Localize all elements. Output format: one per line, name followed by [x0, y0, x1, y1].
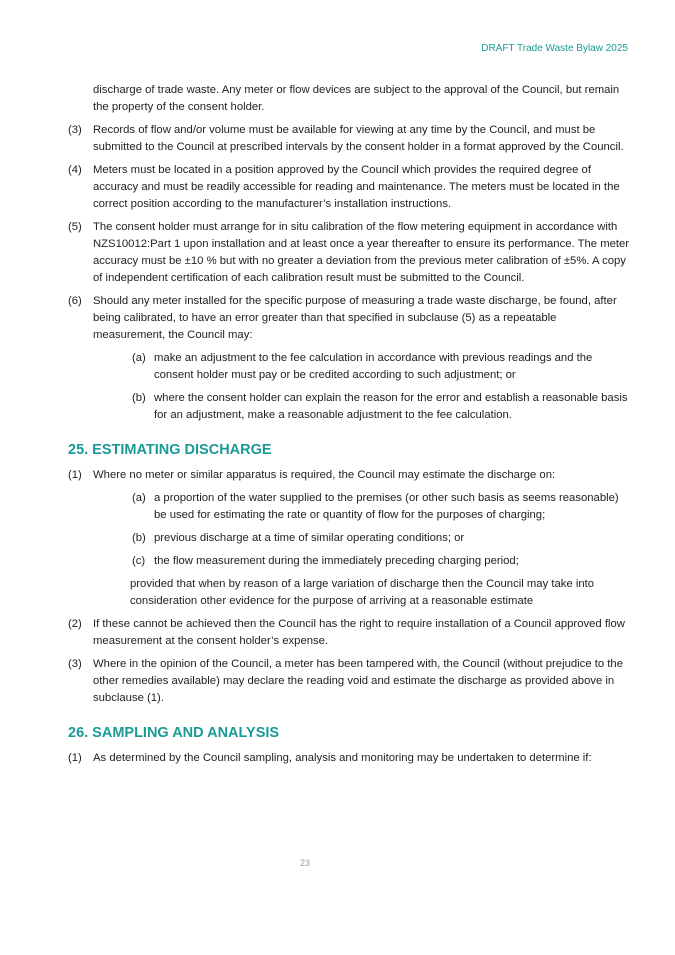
sub-item-letter: (a) [132, 352, 146, 364]
item-number: (1) [68, 469, 82, 481]
item-number: (1) [68, 752, 82, 764]
sub-item-text: the flow measurement during the immediately preceding charging period; [154, 555, 519, 567]
item-text: Where no meter or similar apparatus is required, the Council may estimate the discharge on: [93, 469, 556, 481]
item-number: (2) [68, 618, 82, 630]
clause-item [68, 219, 630, 287]
section-heading: 25. ESTIMATING DISCHARGE [68, 442, 272, 458]
sub-item [132, 350, 630, 384]
sub-item-text: a proportion of the water supplied to the premises (or other such basis as seems reasonable) be used for estimating the rate or quantity of flow for the purposes of charging; [154, 492, 619, 521]
item-text: Meters must be located in a position approved by the Council which provides the required degree of accuracy and must be readily accessible for reading and maintenance. The meters must be located in the correct position according to the manufacturer’s installation instructions. [93, 164, 620, 210]
sub-item [132, 530, 630, 547]
sub-item [132, 390, 630, 424]
section-heading: 26. SAMPLING AND ANALYSIS [68, 725, 280, 741]
clause-item [68, 162, 630, 213]
sub-item-letter: (c) [132, 555, 146, 567]
clause-item [68, 293, 630, 344]
sub-item-text: where the consent holder can explain the reason for the error and establish a reasonable basis for an adjustment, make a reasonable adjustment to the fee calculation. [154, 392, 628, 421]
clause-item [68, 750, 630, 767]
page-content [68, 82, 630, 773]
item-text: Where in the opinion of the Council, a meter has been tampered with, the Council (without prejudice to the other remedies available) may declare the reading void and estimate the discharge as provided above in subclause (1). [93, 658, 623, 704]
item-text: Should any meter installed for the specific purpose of measuring a trade waste discharge, be found, after being calibrated, to have an error greater than that specified in subclause (5) as a repeatable measurement, the Council may: [93, 295, 617, 341]
item-number: (3) [68, 124, 82, 136]
sub-item-letter: (a) [132, 492, 146, 504]
sub-item-text: make an adjustment to the fee calculation in accordance with previous readings and the consent holder must pay or be credited according to such adjustment; or [154, 352, 593, 381]
item-number: (4) [68, 164, 82, 176]
item-number: (5) [68, 221, 82, 233]
continuation-text: discharge of trade waste. Any meter or flow devices are subject to the approval of the Council, but remain the property of the consent holder. [93, 84, 620, 113]
item-number: (6) [68, 295, 82, 307]
item-text: As determined by the Council sampling, analysis and monitoring may be undertaken to determine if: [93, 752, 592, 764]
proviso-text: provided that when by reason of a large variation of discharge then the Council may take into consideration other evidence for the purpose of arriving at a reasonable estimate [130, 578, 595, 607]
clause-item [68, 467, 630, 484]
item-text: The consent holder must arrange for in situ calibration of the flow metering equipment in accordance with NZS10012:Part 1 upon installation and at least once a year thereafter to ensure its performance. The meter accuracy must be ±10 % but with no greater a deviation from the previous meter calibration of ±5%. A copy of independent certification of each calibration result must be submitted to the Council. [93, 221, 630, 284]
page-number: 23 [299, 858, 310, 868]
clause-item [68, 122, 630, 156]
sub-item [132, 490, 630, 524]
item-text: Records of flow and/or volume must be available for viewing at any time by the Council, and must be submitted to the Council at prescribed intervals by the consent holder in a format approved by the Council. [93, 124, 624, 153]
sub-item-letter: (b) [132, 392, 146, 404]
item-text: If these cannot be achieved then the Council has the right to require installation of a Council approved flow measurement at the consent holder’s expense. [93, 618, 625, 647]
clause-item [68, 616, 630, 650]
item-number: (3) [68, 658, 82, 670]
clause-item [68, 656, 630, 707]
running-header: DRAFT Trade Waste Bylaw 2025 [481, 43, 628, 54]
sub-item [132, 553, 630, 570]
sub-item-text: previous discharge at a time of similar operating conditions; or [154, 532, 465, 544]
sub-item-letter: (b) [132, 532, 146, 544]
